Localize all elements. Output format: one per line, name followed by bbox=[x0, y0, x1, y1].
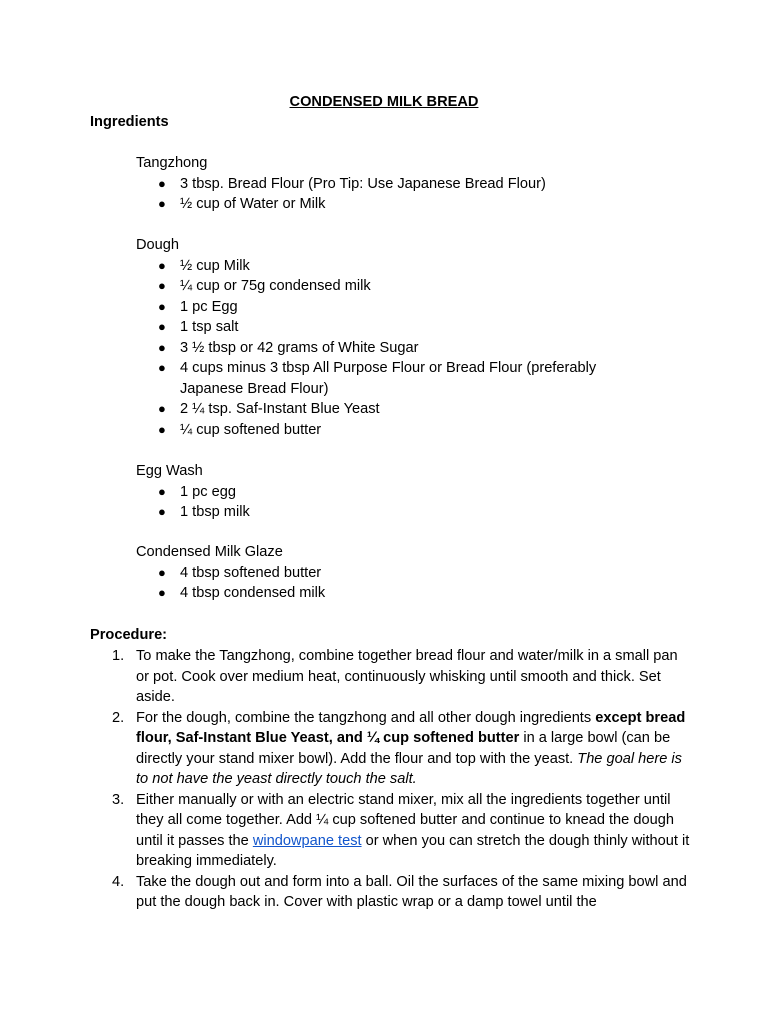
bullet-icon: ● bbox=[158, 298, 166, 314]
list-item: ● 4 cups minus 3 tbsp All Purpose Flour or Bread Flour (preferably Japanese Bread Flour) bbox=[158, 360, 597, 397]
section-title: Condensed Milk Glaze bbox=[136, 544, 283, 560]
procedure-step bbox=[90, 646, 690, 708]
section-condensed-milk-glaze bbox=[136, 542, 736, 604]
step-text: For the dough, combine the tangzhong and all other dough ingredients except bread flour, Saf-Instant Blue Yeast, and ¼ cup softened butter in a large bowl (can be directly your stand mixer bowl). Add the flour and top with the yeast. The goal here is to not have the yeast directly touch the salt. bbox=[136, 709, 686, 787]
step-bold-text: except bread flour, Saf-Instant Blue Yeast, and ¼ cup softened butter bbox=[136, 709, 686, 746]
ingredient-list bbox=[136, 174, 736, 215]
ingredient-list bbox=[136, 563, 736, 604]
list-item: ● 4 tbsp softened butter bbox=[136, 563, 680, 584]
bullet-icon: ● bbox=[158, 360, 166, 375]
step-number: 4. bbox=[112, 873, 125, 890]
bullet-icon: ● bbox=[158, 278, 166, 293]
section-egg-wash bbox=[136, 461, 736, 523]
procedure-heading: Procedure: bbox=[90, 627, 168, 643]
bullet-icon: ● bbox=[158, 483, 166, 499]
procedure-step bbox=[90, 790, 690, 872]
bullet-icon: ● bbox=[158, 421, 166, 437]
ingredients-heading: Ingredients bbox=[90, 114, 169, 130]
section-dough bbox=[136, 235, 736, 440]
step-text: To make the Tangzhong, combine together bread flour and water/milk in a small pan or pot. Cook over medium heat, continuously whisking until smooth and thick. Set aside. bbox=[136, 648, 678, 705]
list-item: ● 1 pc egg bbox=[136, 482, 680, 503]
section-title: Dough bbox=[136, 237, 180, 253]
bullet-icon: ● bbox=[158, 585, 166, 600]
document-title: CONDENSED MILK BREAD bbox=[289, 94, 479, 110]
bullet-icon: ● bbox=[158, 564, 166, 580]
step-number: 2. bbox=[112, 709, 125, 726]
ingredient-list bbox=[136, 256, 736, 441]
list-item: ● 1 tbsp milk bbox=[136, 502, 680, 523]
section-title: Tangzhong bbox=[136, 155, 208, 171]
list-item: ● 2 ¼ tsp. Saf-Instant Blue Yeast bbox=[136, 399, 680, 420]
list-item: ● 4 tbsp condensed milk bbox=[136, 583, 680, 604]
bullet-icon: ● bbox=[158, 175, 166, 191]
bullet-icon: ● bbox=[158, 196, 166, 211]
procedure-step bbox=[90, 872, 690, 913]
step-text: Either manually or with an electric stand mixer, mix all the ingredients together until they all come together. Add ¼ cup softened butter and continue to knead the dough until it passes the windowpane test or when you can stretch the dough thinly without it breaking immediately. bbox=[136, 791, 690, 869]
windowpane-test-link[interactable]: windowpane test bbox=[252, 832, 362, 849]
list-item: ● 3 ½ tbsp or 42 grams of White Sugar bbox=[136, 338, 680, 359]
bullet-icon: ● bbox=[158, 401, 166, 416]
bullet-icon: ● bbox=[158, 319, 166, 334]
list-item: ● ½ cup of Water or Milk bbox=[136, 194, 680, 215]
step-italic-note: The goal here is to not have the yeast directly touch the salt. bbox=[136, 750, 682, 787]
procedure-list bbox=[90, 646, 690, 913]
step-number: 1. bbox=[112, 648, 125, 664]
section-tangzhong bbox=[136, 153, 736, 215]
bullet-icon: ● bbox=[158, 339, 166, 355]
bullet-icon: ● bbox=[158, 257, 166, 273]
list-item: ● ½ cup Milk bbox=[136, 256, 680, 277]
list-item: ● ¼ cup or 75g condensed milk bbox=[136, 276, 680, 297]
list-item: ● 3 tbsp. Bread Flour (Pro Tip: Use Japanese Bread Flour) bbox=[136, 174, 680, 195]
list-item: ● 1 tsp salt bbox=[136, 317, 680, 338]
step-number: 3. bbox=[112, 791, 125, 808]
section-title: Egg Wash bbox=[136, 463, 203, 479]
ingredient-list bbox=[136, 482, 736, 523]
bullet-icon: ● bbox=[158, 504, 166, 519]
step-text: Take the dough out and form into a ball. Oil the surfaces of the same mixing bowl and put the dough back in. Cover with plastic wrap or a damp towel until the bbox=[136, 873, 687, 910]
list-item: ● 1 pc Egg bbox=[136, 297, 680, 318]
list-item: ● ¼ cup softened butter bbox=[136, 420, 680, 441]
procedure-step bbox=[90, 708, 690, 790]
